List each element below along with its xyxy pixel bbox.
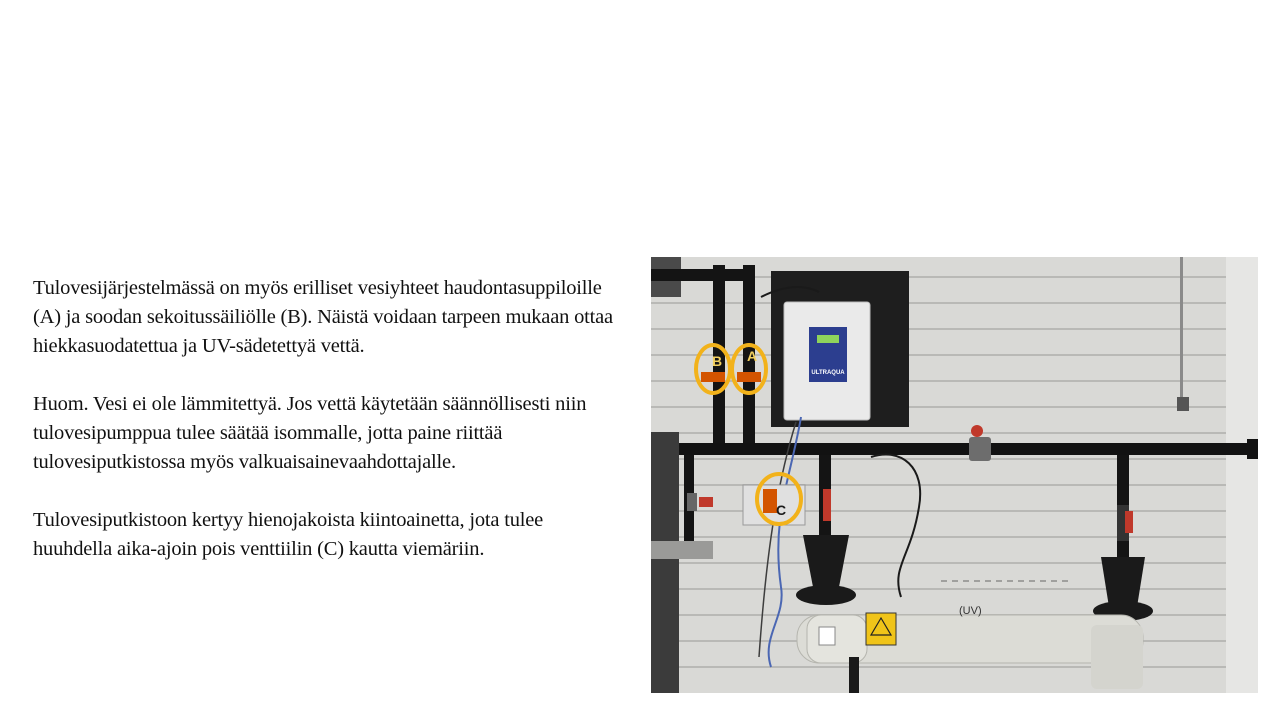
paragraph-flush: Tulovesiputkistoon kertyy hienojakoista kiintoainetta, jota tulee huuhdella aika-ajoin pois venttiilin (C) kautta viemäriin. <box>33 509 544 560</box>
marker-a-label: A <box>746 348 758 364</box>
paragraph-intro: Tulovesijärjestelmässä on myös erilliset vesiyhteet haudontasuppiloille (A) ja soodan sekoitussäiliölle (B). Näistä voidaan tarpeen mukaan ottaa hiekkasuodatettua ja UV-sädetettyä vettä. <box>33 277 613 357</box>
controller-brand: ULTRAQUA <box>811 370 845 376</box>
body-text <box>33 274 613 593</box>
marker-c-label: C <box>775 502 787 518</box>
paragraph-note: Huom. Vesi ei ole lämmitettyä. Jos vettä käytetään säännöllisesti niin tulovesipumppua tulee säätää isommalle, jotta paine riittää tulovesiputkistossa myös valkuaisainevaahdottajalle. <box>33 393 587 473</box>
wall-mark-uv: (UV) <box>959 605 982 617</box>
equipment-photo <box>651 257 1258 693</box>
marker-b-label: B <box>711 353 723 369</box>
